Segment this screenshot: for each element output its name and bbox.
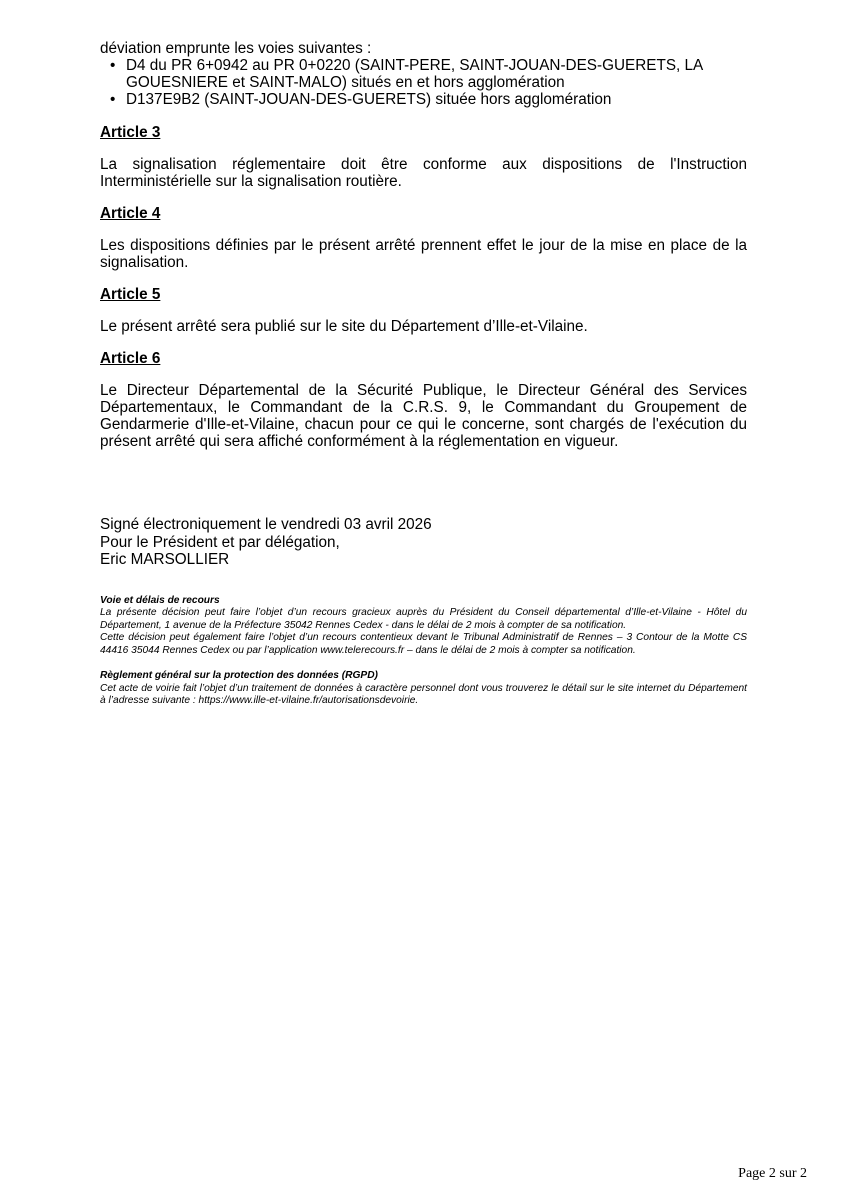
signature-date: Signé électroniquement le vendredi 03 avril 2026 bbox=[100, 516, 432, 533]
list-item-text: D137E9B2 (SAINT-JOUAN-DES-GUERETS) située hors agglomération bbox=[126, 91, 612, 108]
list-item bbox=[110, 57, 747, 91]
signature-delegation: Pour le Président et par délégation, bbox=[100, 533, 340, 551]
document-page bbox=[100, 40, 747, 708]
article-6-title: Article 6 bbox=[100, 350, 161, 367]
signature-name: Eric MARSOLLIER bbox=[100, 551, 230, 568]
article-5-title: Article 5 bbox=[100, 286, 161, 303]
list-item-text: D4 du PR 6+0942 au PR 0+0220 (SAINT-PERE, SAINT-JOUAN-DES-GUERETS, LA GOUESNIERE et SAINT-MALO) situés en et hors agglomération bbox=[126, 57, 703, 91]
deviation-intro: déviation emprunte les voies suivantes : bbox=[100, 40, 372, 57]
bullet-icon: • bbox=[110, 57, 116, 74]
signature-block bbox=[100, 516, 747, 569]
page-number: Page 2 sur 2 bbox=[738, 1166, 807, 1181]
article-3-title: Article 3 bbox=[100, 124, 161, 141]
article-4-body: Les dispositions définies par le présent arrêté prennent effet le jour de la mise en place de la signalisation. bbox=[100, 237, 747, 271]
list-item bbox=[110, 91, 747, 108]
rgpd-section bbox=[100, 670, 747, 708]
recours-section bbox=[100, 595, 747, 658]
bullet-icon: • bbox=[110, 91, 116, 108]
rgpd-title: Règlement général sur la protection des données (RGPD) bbox=[100, 670, 378, 681]
recours-text-1: La présente décision peut faire l’objet d’un recours gracieux auprès du Président du Conseil départemental d’Ille-et-Vilaine - Hôtel du Département, 1 avenue de la Préfecture 35042 Rennes Cedex - dans le délai de 2 mois à compter de sa notification. bbox=[100, 607, 747, 631]
article-4-title: Article 4 bbox=[100, 205, 161, 222]
recours-title: Voie et délais de recours bbox=[100, 594, 220, 606]
recours-text-2: Cette décision peut également faire l’objet d’un recours contentieux devant le Tribunal Administratif de Rennes – 3 Contour de la Motte CS 44416 35044 Rennes Cedex ou par l’application www.telerecours.fr – dans le délai de 2 mois à compter sa notification. bbox=[100, 632, 747, 656]
deviation-list bbox=[100, 57, 747, 108]
article-5-body: Le présent arrêté sera publié sur le site du Département d’Ille-et-Vilaine. bbox=[100, 318, 588, 335]
rgpd-text: Cet acte de voirie fait l’objet d’un traitement de données à caractère personnel dont vous trouverez le détail sur le site internet du Département à l’adresse suivante : https://www.ille-et-vilaine.fr/autorisationsdevoirie. bbox=[100, 682, 747, 706]
article-3-body: La signalisation réglementaire doit être conforme aux dispositions de l'Instruction Interministérielle sur la signalisation routière. bbox=[100, 156, 747, 190]
article-6-body: Le Directeur Départemental de la Sécurité Publique, le Directeur Général des Services Départementaux, le Commandant de la C.R.S. 9, le Commandant du Groupement de Gendarmerie d'Ille-et-Vilaine, chacun pour ce qui le concerne, sont chargés de l'exécution du présent arrêté qui sera affiché conformément à la réglementation en vigueur. bbox=[100, 382, 747, 450]
